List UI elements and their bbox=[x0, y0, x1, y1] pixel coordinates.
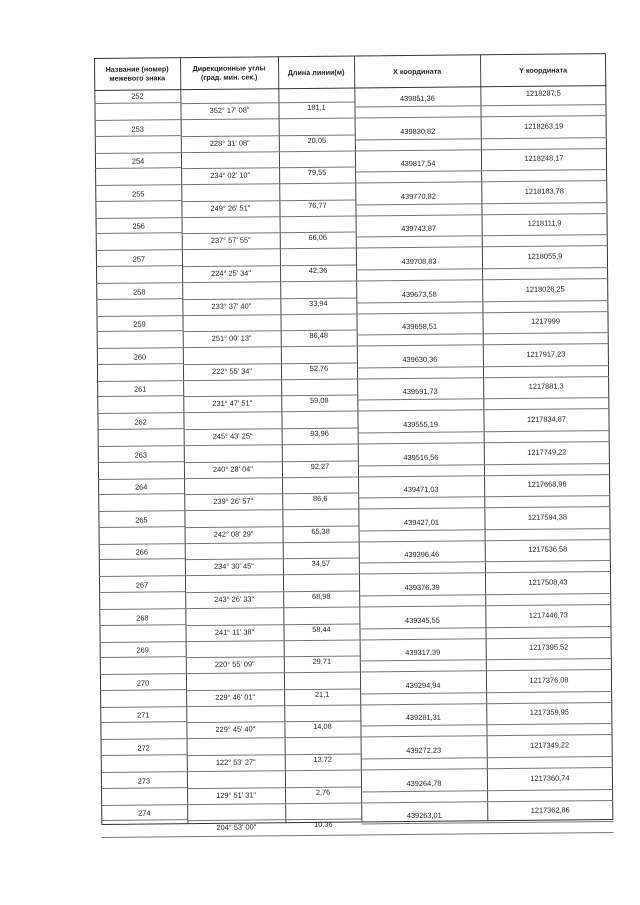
x-coordinate: 439851,36 bbox=[399, 93, 435, 104]
line-length: 20,05 bbox=[307, 135, 327, 145]
y-coordinate: 1217359,95 bbox=[529, 707, 569, 718]
y-coordinate: 1218111,9 bbox=[527, 218, 562, 229]
line-length: 68,98 bbox=[311, 591, 331, 601]
y-coordinate: 1217395,52 bbox=[529, 642, 569, 653]
direction-angle: 233° 37' 40" bbox=[211, 301, 252, 311]
mark-name: 269 bbox=[136, 645, 149, 655]
x-coordinate: 439294,94 bbox=[405, 680, 441, 690]
x-coordinate: 439673,58 bbox=[401, 289, 437, 299]
direction-angle: 240° 28' 04" bbox=[212, 464, 253, 474]
line-length: 42,36 bbox=[308, 265, 328, 275]
y-coordinate: 1218248,17 bbox=[524, 153, 564, 164]
line-length: 14,08 bbox=[313, 722, 332, 732]
x-coordinate: 439591,73 bbox=[402, 387, 438, 397]
direction-angle: 224° 25' 34" bbox=[211, 268, 252, 278]
direction-angle: 129° 51' 31" bbox=[216, 790, 257, 800]
x-coordinate: 439281,31 bbox=[405, 713, 441, 723]
line-length: 33,94 bbox=[309, 298, 328, 308]
header-line-length: Длина линии(м) bbox=[287, 67, 345, 77]
y-coordinate: 1218183,78 bbox=[524, 186, 564, 196]
mark-name: 263 bbox=[134, 450, 148, 460]
line-length: 65,38 bbox=[311, 526, 330, 536]
y-coordinate: 1217834,87 bbox=[526, 414, 567, 424]
x-coordinate: 439376,39 bbox=[404, 582, 440, 593]
line-length: 29,71 bbox=[312, 656, 332, 667]
mark-name: 264 bbox=[134, 482, 148, 492]
y-coordinate: 1218287,5 bbox=[525, 88, 561, 98]
direction-angle: 234° 30' 45" bbox=[213, 561, 254, 572]
y-coordinate: 1217362,86 bbox=[530, 805, 570, 816]
mark-name: 260 bbox=[133, 352, 147, 362]
y-coordinate: 1217376,08 bbox=[529, 675, 569, 685]
x-coordinate: 439770,82 bbox=[400, 191, 436, 201]
y-coordinate: 1217917,23 bbox=[526, 349, 566, 359]
line-length: 13,72 bbox=[313, 754, 333, 764]
row-rule bbox=[101, 836, 187, 838]
x-coordinate: 439427,01 bbox=[403, 517, 439, 527]
row-rule bbox=[187, 835, 361, 838]
y-coordinate: 1217749,22 bbox=[527, 447, 567, 457]
direction-angle: 220° 55' 09" bbox=[214, 659, 255, 670]
mark-name: 272 bbox=[137, 743, 150, 753]
direction-angle: 242° 08' 29" bbox=[213, 529, 254, 539]
line-length: 34,57 bbox=[311, 559, 331, 569]
x-coordinate: 439830,82 bbox=[400, 126, 436, 136]
y-coordinate: 1217536,58 bbox=[528, 544, 568, 555]
direction-angle: 229° 46' 01" bbox=[215, 692, 256, 702]
line-length: 66,06 bbox=[308, 233, 328, 243]
direction-angle: 352° 17' 08" bbox=[209, 105, 250, 115]
x-coordinate: 439396,46 bbox=[404, 550, 440, 560]
line-length: 181,1 bbox=[307, 102, 326, 112]
mark-name: 274 bbox=[138, 808, 151, 818]
x-coordinate: 439345,55 bbox=[404, 615, 440, 625]
line-length: 52,76 bbox=[309, 363, 329, 373]
direction-angle: 251° 00' 13" bbox=[211, 333, 252, 344]
direction-angle: 239° 26' 57" bbox=[213, 496, 254, 507]
line-length: 21,1 bbox=[314, 689, 330, 699]
line-length: 92,27 bbox=[310, 461, 330, 471]
direction-angle: 228° 31' 08" bbox=[209, 138, 250, 148]
x-coordinate: 439658,51 bbox=[402, 321, 438, 332]
direction-angle: 204° 53' 00" bbox=[216, 822, 257, 833]
direction-angle: 241° 11' 38" bbox=[214, 627, 255, 637]
line-length: 86,6 bbox=[312, 493, 328, 504]
header-y-coordinate: Y координата bbox=[519, 64, 568, 75]
y-coordinate: 1217360,74 bbox=[530, 773, 570, 783]
y-coordinate: 1217668,96 bbox=[527, 479, 567, 490]
direction-angle: 249° 26' 51" bbox=[210, 203, 251, 213]
y-coordinate: 1217349,22 bbox=[530, 740, 570, 750]
line-length: 79,55 bbox=[307, 167, 327, 178]
x-coordinate: 439263,01 bbox=[406, 810, 442, 821]
y-coordinate: 1218055,9 bbox=[527, 251, 563, 261]
y-coordinate: 1218263,19 bbox=[524, 121, 564, 131]
mark-name: 259 bbox=[133, 319, 146, 329]
mark-name: 262 bbox=[134, 417, 147, 427]
direction-angle: 237° 57' 55" bbox=[210, 235, 251, 246]
y-coordinate: 1217508,43 bbox=[528, 577, 568, 587]
mark-name: 257 bbox=[132, 254, 146, 264]
boundary-coordinates-table bbox=[94, 53, 613, 833]
x-coordinate: 439317,39 bbox=[405, 647, 441, 658]
line-length: 59,08 bbox=[310, 396, 329, 406]
y-coordinate: 1217881,3 bbox=[528, 381, 564, 392]
mark-name: 254 bbox=[131, 156, 145, 166]
mark-name: 258 bbox=[133, 287, 146, 297]
header-direction-angle: Дирекционные углы (град. мин. сек.) bbox=[192, 63, 266, 82]
line-length: 2,76 bbox=[315, 787, 331, 797]
direction-angle: 243° 26' 33" bbox=[214, 594, 255, 604]
mark-name: 273 bbox=[137, 776, 151, 786]
direction-angle: 245° 43' 25" bbox=[212, 431, 253, 441]
y-coordinate: 1217594,38 bbox=[527, 512, 567, 522]
x-coordinate: 439555,19 bbox=[403, 419, 439, 430]
x-coordinate: 439516,56 bbox=[403, 452, 439, 462]
line-length: 86,48 bbox=[309, 330, 328, 341]
line-length: 58,44 bbox=[312, 624, 331, 634]
direction-angle: 222° 55' 34" bbox=[212, 366, 252, 376]
header-mark-name: Название (номер) межевого знака bbox=[105, 64, 169, 83]
mark-name: 266 bbox=[135, 547, 148, 558]
direction-angle: 122° 53' 27" bbox=[215, 757, 256, 767]
x-coordinate: 439471,03 bbox=[403, 484, 439, 495]
x-coordinate: 439272,23 bbox=[406, 745, 442, 756]
y-coordinate: 1218026,25 bbox=[525, 284, 565, 294]
line-length: 76,77 bbox=[308, 200, 327, 210]
mark-name: 265 bbox=[135, 515, 148, 525]
line-length: 93,96 bbox=[310, 428, 329, 438]
mark-name: 253 bbox=[131, 124, 144, 134]
mark-name: 270 bbox=[136, 678, 150, 688]
mark-name: 268 bbox=[136, 613, 149, 623]
direction-angle: 229° 45' 40" bbox=[215, 724, 256, 735]
mark-name: 255 bbox=[132, 189, 145, 199]
x-coordinate: 439264,78 bbox=[406, 778, 442, 788]
mark-name: 267 bbox=[135, 580, 149, 590]
y-coordinate: 1217999 bbox=[531, 316, 560, 327]
header-x-coordinate: X координата bbox=[393, 66, 442, 76]
direction-angle: 231° 47' 51" bbox=[212, 398, 253, 409]
y-coordinate: 1217446,73 bbox=[528, 610, 568, 620]
mark-name: 271 bbox=[137, 710, 150, 721]
x-coordinate: 439708,83 bbox=[401, 256, 437, 267]
row-rule bbox=[361, 832, 613, 835]
direction-angle: 234° 02' 10" bbox=[210, 170, 251, 181]
x-coordinate: 439743,87 bbox=[401, 224, 437, 234]
line-length: 10,36 bbox=[314, 819, 333, 830]
x-coordinate: 439630,36 bbox=[402, 354, 438, 364]
x-coordinate: 439817,54 bbox=[400, 158, 436, 169]
mark-name: 256 bbox=[132, 221, 145, 232]
mark-name: 261 bbox=[133, 384, 147, 395]
mark-name: 252 bbox=[131, 91, 144, 101]
